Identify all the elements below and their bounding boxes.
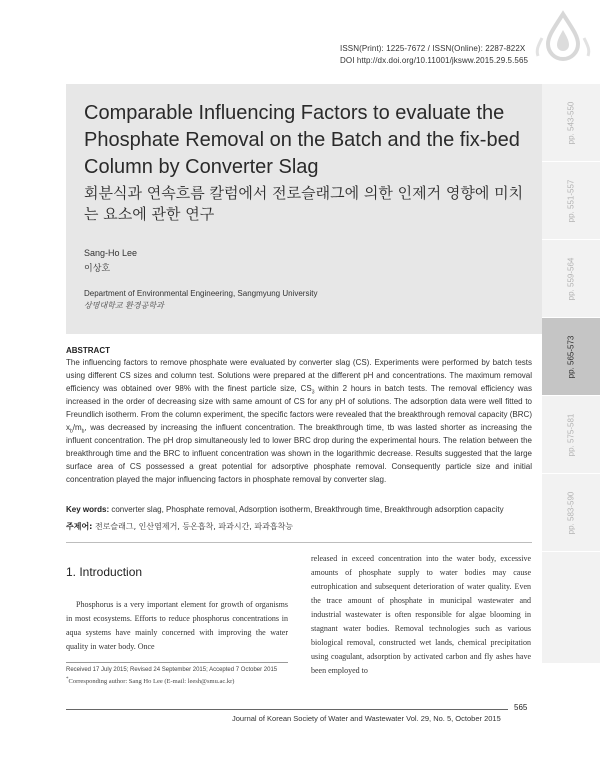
- subscript: b: [70, 428, 73, 435]
- abstract-part: , was decreased by increasing the influent concentration. The breakthrough time, tb was lasted shorter as increasing the influent concentration. The pH drop simultaneously led to lower BRC drop during the experimental hours. The relation between the breakthrough time and the BRC to influent concentration was shown in the logarithmic decrease. Results suggested that the large surface area of CS possessed a great potential for adsorptive phosphate removal. Consequently particle size and initial concentration played the major influencing factors in phosphate removal by converter slag.: [66, 423, 532, 484]
- keywords-label-korean: 주제어:: [66, 522, 93, 531]
- corresponding-author: [66, 677, 234, 685]
- journal-logo-icon: [532, 8, 594, 64]
- page-tab[interactable]: [542, 240, 600, 318]
- page-tab-label: pp. 583-590: [566, 491, 576, 534]
- keywords-text: converter slag, Phosphate removal, Adsorption isotherm, Breakthrough time, Breakthrough adsorption capacity: [111, 505, 504, 514]
- received-dates: Received 17 July 2015; Revised 24 September 2015; Accepted 7 October 2015: [66, 667, 278, 673]
- abstract-heading: ABSTRACT: [66, 346, 110, 355]
- page-tab[interactable]: [542, 474, 600, 552]
- page-tab[interactable]: [542, 84, 600, 162]
- keywords: [66, 505, 536, 514]
- footnote-divider: [66, 662, 288, 663]
- keywords-text-korean: 전로슬래그, 인산염제거, 등온흡착, 파과시간, 파과흡착능: [94, 522, 294, 531]
- page-tab[interactable]: [542, 162, 600, 240]
- paper-title: Comparable Influencing Factors to evaluate the Phosphate Removal on the Batch and the fix-bed Column by Converter Slag: [84, 102, 520, 178]
- page-tab-active[interactable]: [542, 318, 600, 396]
- page-tab-label: pp. 551-557: [566, 179, 576, 222]
- abstract-text: [66, 356, 532, 486]
- doi-line[interactable]: DOI http://dx.doi.org/10.11001/jksww.2015.29.5.565: [340, 56, 529, 65]
- page-tab-label: pp. 559-564: [566, 257, 576, 300]
- author-name: Sang-Ho Lee: [84, 248, 138, 258]
- section-heading: 1. Introduction: [66, 565, 143, 579]
- journal-citation: Journal of Korean Society of Water and Wastewater Vol. 29, No. 5, October 2015: [232, 714, 501, 723]
- page-number: 565: [514, 703, 528, 712]
- keywords-korean: [66, 521, 293, 532]
- abstract-part: The influencing factors to remove phosphate were evaluated by converter slag (CS). Experiments were performed by batch tests using different CS sizes and column test. Solutions were prepared at the different pH and concentrations. The maximum removal efficiency was obtained over 98% with the finest particle size, CS: [66, 358, 532, 393]
- page-tab[interactable]: [542, 396, 600, 474]
- paper-title-korean: 회분식과 연속흐름 칼럼에서 전로슬래그에 의한 인제거 영향에 미치는 요소에 관한 연구: [84, 184, 524, 223]
- divider: [66, 542, 532, 543]
- issn-line: ISSN(Print): 1225-7672 / ISSN(Online): 2287-822X: [340, 44, 526, 53]
- affiliation: Department of Environmental Engineering, Sangmyung University: [84, 289, 318, 298]
- body-column-left: Phosphorus is a very important element for growth of organisms in most ecosystems. Efforts to reduce phosphorus concentrations in aqua systems have mainly concerned with improving the water quality in water body. Once: [66, 600, 288, 651]
- subscript: 3: [311, 389, 315, 396]
- page-tab-label: pp. 575-581: [566, 413, 576, 456]
- keywords-label: Key words:: [66, 505, 110, 514]
- page-tab-label: pp. 565-573: [566, 335, 576, 378]
- page-tab-label: pp. 543-550: [566, 101, 576, 144]
- affiliation-korean: 상명대학교 환경공학과: [84, 301, 164, 310]
- body-column-right: released in exceed concentration into the water body, excessive amounts of phosphate supply to water bodies may cause eutrophication and subsequent deterioration of water quality. Even the trace amount of phosphate in municipal wastewater and industrial wastewater is often responsible for algae blooming in stagnant water bodies. Removal technologies such as various biological removal, constructed wet lands, chemical precipitation using coagulant, adsorption by activated carbon and fly ashes have been employed to: [311, 554, 531, 675]
- author-name-korean: 이상호: [84, 264, 111, 274]
- footnote-mark: *: [66, 677, 69, 682]
- footer-divider: [66, 709, 508, 710]
- corresponding-text: Corresponding author: Sang Ho Lee (E-mail: leesh@smu.ac.kr): [68, 678, 235, 686]
- subscript: b: [81, 428, 85, 435]
- page-range-sidebar: [542, 84, 600, 663]
- abstract-part: within 2 hours in batch tests. The removal efficiency was increased in the order of decreasing size with same amount of CS for any pH of solutions. The adsorption data were well fitted to Freundlich isotherm. From the column experiment, the specific factors were revealed that the breakthrough removal capacity (BRC) x: [66, 384, 533, 432]
- abstract-part: /m: [72, 423, 82, 432]
